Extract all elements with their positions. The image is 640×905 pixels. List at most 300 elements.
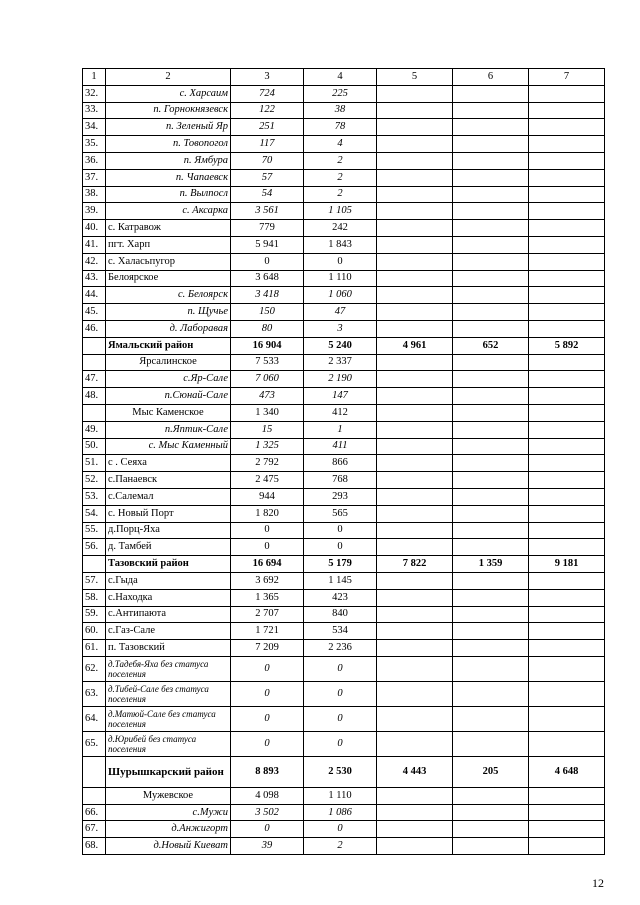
value-col6-cell <box>453 136 529 153</box>
settlement-name-cell: п. Чапаевск <box>106 169 231 186</box>
row-number-cell: 56. <box>83 539 106 556</box>
value-col5-cell <box>377 404 453 421</box>
value-col5-cell <box>377 371 453 388</box>
table-row <box>83 152 605 169</box>
row-number-cell: 66. <box>83 804 106 821</box>
value-col4-cell: 1 086 <box>304 804 377 821</box>
value-col4-cell: 768 <box>304 472 377 489</box>
value-col6-cell <box>453 270 529 287</box>
value-col3-cell: 0 <box>231 522 304 539</box>
settlement-name-cell: д.Новый Киеват <box>106 838 231 855</box>
value-col6-cell <box>453 304 529 321</box>
value-col3-cell: 0 <box>231 706 304 731</box>
row-number-cell: 33. <box>83 102 106 119</box>
value-col3-cell: 0 <box>231 253 304 270</box>
settlement-name-cell: Мужевское <box>106 787 231 804</box>
row-number-cell: 49. <box>83 421 106 438</box>
value-col3-cell: 16 694 <box>231 556 304 573</box>
value-col3-cell: 0 <box>231 821 304 838</box>
value-col4-cell: 412 <box>304 404 377 421</box>
settlement-name-cell: д.Тибей-Сале без статуса поселения <box>106 681 231 706</box>
table-row <box>83 438 605 455</box>
value-col5-cell: 7 822 <box>377 556 453 573</box>
value-col5-cell <box>377 152 453 169</box>
value-col6-cell <box>453 119 529 136</box>
settlement-name-cell: с.Мужи <box>106 804 231 821</box>
table-row <box>83 623 605 640</box>
value-col7-cell <box>529 404 605 421</box>
value-col5-cell <box>377 522 453 539</box>
value-col3-cell: 7 209 <box>231 640 304 657</box>
value-col7-cell: 4 648 <box>529 756 605 787</box>
settlement-name-cell: с. Халасьпугор <box>106 253 231 270</box>
row-number-cell: 60. <box>83 623 106 640</box>
row-number-cell <box>83 404 106 421</box>
table-row <box>83 606 605 623</box>
value-col6-cell <box>453 236 529 253</box>
value-col5-cell <box>377 169 453 186</box>
value-col6-cell <box>453 539 529 556</box>
value-col5-cell <box>377 203 453 220</box>
value-col4-cell: 1 843 <box>304 236 377 253</box>
value-col3-cell: 2 707 <box>231 606 304 623</box>
value-col7-cell <box>529 472 605 489</box>
value-col5-cell <box>377 236 453 253</box>
value-col4-cell: 2 <box>304 152 377 169</box>
value-col7-cell <box>529 320 605 337</box>
value-col4-cell: 0 <box>304 821 377 838</box>
value-col7-cell <box>529 253 605 270</box>
value-col7-cell: 5 892 <box>529 337 605 354</box>
value-col5-cell <box>377 421 453 438</box>
settlement-name-cell: п.Яптик-Сале <box>106 421 231 438</box>
value-col3-cell: 3 502 <box>231 804 304 821</box>
value-col4-cell: 5 240 <box>304 337 377 354</box>
value-col7-cell <box>529 838 605 855</box>
value-col5-cell <box>377 606 453 623</box>
header-cell: 2 <box>106 69 231 86</box>
table-row <box>83 354 605 371</box>
value-col6-cell <box>453 455 529 472</box>
row-number-cell: 62. <box>83 656 106 681</box>
value-col3-cell: 779 <box>231 220 304 237</box>
value-col4-cell: 840 <box>304 606 377 623</box>
value-col3-cell: 1 325 <box>231 438 304 455</box>
value-col4-cell: 2 <box>304 169 377 186</box>
value-col7-cell <box>529 236 605 253</box>
value-col3-cell: 7 533 <box>231 354 304 371</box>
value-col4-cell: 1 145 <box>304 572 377 589</box>
value-col3-cell: 0 <box>231 731 304 756</box>
value-col7-cell <box>529 804 605 821</box>
value-col4-cell: 565 <box>304 505 377 522</box>
value-col7-cell <box>529 821 605 838</box>
value-col6-cell: 652 <box>453 337 529 354</box>
value-col6-cell <box>453 572 529 589</box>
row-number-cell: 39. <box>83 203 106 220</box>
value-col4-cell: 293 <box>304 488 377 505</box>
value-col6-cell <box>453 438 529 455</box>
settlement-name-cell: с.Газ-Сале <box>106 623 231 640</box>
value-col6-cell <box>453 388 529 405</box>
value-col7-cell <box>529 169 605 186</box>
value-col4-cell: 225 <box>304 85 377 102</box>
row-number-cell: 38. <box>83 186 106 203</box>
value-col7-cell <box>529 270 605 287</box>
value-col3-cell: 3 418 <box>231 287 304 304</box>
settlement-name-cell: с. Новый Порт <box>106 505 231 522</box>
value-col7-cell <box>529 623 605 640</box>
value-col3-cell: 3 692 <box>231 572 304 589</box>
value-col3-cell: 0 <box>231 681 304 706</box>
table-row <box>83 589 605 606</box>
value-col3-cell: 3 561 <box>231 203 304 220</box>
value-col5-cell <box>377 656 453 681</box>
row-number-cell <box>83 787 106 804</box>
settlement-name-cell: п.Сюнай-Сале <box>106 388 231 405</box>
value-col5-cell <box>377 455 453 472</box>
value-col3-cell: 7 060 <box>231 371 304 388</box>
table-row <box>83 186 605 203</box>
settlement-name-cell: с. Мыс Каменный <box>106 438 231 455</box>
settlement-name-cell: д.Матюй-Сале без статуса поселения <box>106 706 231 731</box>
row-number-cell: 53. <box>83 488 106 505</box>
value-col7-cell <box>529 421 605 438</box>
value-col5-cell <box>377 85 453 102</box>
table-row <box>83 572 605 589</box>
row-number-cell: 54. <box>83 505 106 522</box>
settlement-name-cell: Белоярское <box>106 270 231 287</box>
value-col4-cell: 0 <box>304 253 377 270</box>
value-col3-cell: 0 <box>231 656 304 681</box>
value-col5-cell <box>377 505 453 522</box>
value-col4-cell: 1 110 <box>304 787 377 804</box>
table-row <box>83 505 605 522</box>
value-col4-cell: 2 <box>304 186 377 203</box>
value-col4-cell: 0 <box>304 731 377 756</box>
header-row <box>83 69 605 86</box>
value-col5-cell <box>377 838 453 855</box>
value-col7-cell <box>529 102 605 119</box>
value-col3-cell: 944 <box>231 488 304 505</box>
value-col7-cell: 9 181 <box>529 556 605 573</box>
value-col6-cell <box>453 169 529 186</box>
value-col4-cell: 2 530 <box>304 756 377 787</box>
row-number-cell: 68. <box>83 838 106 855</box>
value-col7-cell <box>529 572 605 589</box>
table-row <box>83 119 605 136</box>
value-col6-cell <box>453 472 529 489</box>
header-cell: 6 <box>453 69 529 86</box>
value-col7-cell <box>529 640 605 657</box>
settlement-name-cell: с.Панаевск <box>106 472 231 489</box>
value-col6-cell <box>453 421 529 438</box>
header-cell: 1 <box>83 69 106 86</box>
table-row <box>83 85 605 102</box>
value-col7-cell <box>529 203 605 220</box>
settlement-name-cell: п. Вылпосл <box>106 186 231 203</box>
settlement-name-cell: д. Тамбей <box>106 539 231 556</box>
value-col5-cell <box>377 706 453 731</box>
settlement-name-cell: с.Салемал <box>106 488 231 505</box>
value-col5-cell <box>377 572 453 589</box>
row-number-cell: 50. <box>83 438 106 455</box>
table-row <box>83 304 605 321</box>
settlement-name-cell: с. Аксарка <box>106 203 231 220</box>
table-row <box>83 169 605 186</box>
value-col6-cell <box>453 253 529 270</box>
settlement-name-cell: д.Анжигорт <box>106 821 231 838</box>
value-col6-cell <box>453 787 529 804</box>
value-col7-cell <box>529 731 605 756</box>
table-row <box>83 656 605 681</box>
value-col7-cell <box>529 85 605 102</box>
settlement-name-cell: с.Гыда <box>106 572 231 589</box>
value-col7-cell <box>529 455 605 472</box>
value-col5-cell <box>377 320 453 337</box>
value-col3-cell: 724 <box>231 85 304 102</box>
value-col6-cell <box>453 522 529 539</box>
value-col4-cell: 2 337 <box>304 354 377 371</box>
row-number-cell: 35. <box>83 136 106 153</box>
row-number-cell: 59. <box>83 606 106 623</box>
value-col5-cell <box>377 623 453 640</box>
settlement-name-cell: п. Зеленый Яр <box>106 119 231 136</box>
table-row <box>83 253 605 270</box>
table-row <box>83 539 605 556</box>
value-col5-cell <box>377 472 453 489</box>
row-number-cell: 57. <box>83 572 106 589</box>
value-col3-cell: 1 365 <box>231 589 304 606</box>
value-col7-cell <box>529 606 605 623</box>
row-number-cell: 46. <box>83 320 106 337</box>
value-col5-cell <box>377 102 453 119</box>
table-row <box>83 706 605 731</box>
value-col3-cell: 150 <box>231 304 304 321</box>
value-col4-cell: 3 <box>304 320 377 337</box>
value-col5-cell <box>377 253 453 270</box>
row-number-cell <box>83 756 106 787</box>
value-col7-cell <box>529 388 605 405</box>
table-row <box>83 787 605 804</box>
value-col7-cell <box>529 371 605 388</box>
value-col3-cell: 122 <box>231 102 304 119</box>
value-col3-cell: 70 <box>231 152 304 169</box>
row-number-cell: 65. <box>83 731 106 756</box>
value-col6-cell <box>453 220 529 237</box>
table-row <box>83 804 605 821</box>
settlement-name-cell: д. Лаборавая <box>106 320 231 337</box>
table-row <box>83 421 605 438</box>
row-number-cell: 61. <box>83 640 106 657</box>
value-col4-cell: 1 060 <box>304 287 377 304</box>
value-col7-cell <box>529 706 605 731</box>
header-cell: 4 <box>304 69 377 86</box>
value-col6-cell <box>453 606 529 623</box>
value-col4-cell: 1 105 <box>304 203 377 220</box>
settlement-name-cell: с.Антипаюта <box>106 606 231 623</box>
settlement-name-cell: пгт. Харп <box>106 236 231 253</box>
value-col6-cell <box>453 320 529 337</box>
value-col4-cell: 411 <box>304 438 377 455</box>
table-row <box>83 731 605 756</box>
value-col4-cell: 4 <box>304 136 377 153</box>
value-col5-cell: 4 443 <box>377 756 453 787</box>
value-col6-cell <box>453 102 529 119</box>
row-number-cell: 58. <box>83 589 106 606</box>
settlement-name-cell: д.Юрибей без статуса поселения <box>106 731 231 756</box>
value-col6-cell <box>453 640 529 657</box>
value-col3-cell: 1 340 <box>231 404 304 421</box>
settlement-name-cell: п. Ямбура <box>106 152 231 169</box>
settlement-name-cell: п. Товопогол <box>106 136 231 153</box>
settlement-name-cell: п. Щучье <box>106 304 231 321</box>
table-row <box>83 640 605 657</box>
value-col6-cell <box>453 203 529 220</box>
table-row <box>83 522 605 539</box>
value-col5-cell <box>377 354 453 371</box>
value-col6-cell <box>453 589 529 606</box>
value-col6-cell: 1 359 <box>453 556 529 573</box>
table-row <box>83 838 605 855</box>
row-number-cell: 45. <box>83 304 106 321</box>
row-number-cell: 55. <box>83 522 106 539</box>
value-col3-cell: 0 <box>231 539 304 556</box>
row-number-cell: 41. <box>83 236 106 253</box>
value-col5-cell <box>377 136 453 153</box>
table-row <box>83 371 605 388</box>
table-row <box>83 236 605 253</box>
row-number-cell: 36. <box>83 152 106 169</box>
settlement-name-cell: Мыс Каменское <box>106 404 231 421</box>
value-col4-cell: 866 <box>304 455 377 472</box>
value-col4-cell: 147 <box>304 388 377 405</box>
settlement-name-cell: п. Горнокнязевск <box>106 102 231 119</box>
value-col7-cell <box>529 681 605 706</box>
table-row <box>83 472 605 489</box>
row-number-cell: 52. <box>83 472 106 489</box>
value-col4-cell: 78 <box>304 119 377 136</box>
value-col7-cell <box>529 505 605 522</box>
header-cell: 5 <box>377 69 453 86</box>
value-col4-cell: 1 110 <box>304 270 377 287</box>
row-number-cell: 40. <box>83 220 106 237</box>
value-col5-cell <box>377 270 453 287</box>
row-number-cell: 42. <box>83 253 106 270</box>
table-row <box>83 488 605 505</box>
value-col6-cell <box>453 85 529 102</box>
value-col3-cell: 1 721 <box>231 623 304 640</box>
row-number-cell: 51. <box>83 455 106 472</box>
settlement-name-cell: с. Катравож <box>106 220 231 237</box>
settlement-name-cell: с.Находка <box>106 589 231 606</box>
value-col7-cell <box>529 656 605 681</box>
value-col5-cell <box>377 640 453 657</box>
value-col4-cell: 0 <box>304 539 377 556</box>
value-col7-cell <box>529 438 605 455</box>
value-col7-cell <box>529 539 605 556</box>
value-col6-cell <box>453 623 529 640</box>
table-row <box>83 287 605 304</box>
value-col5-cell <box>377 119 453 136</box>
value-col4-cell: 242 <box>304 220 377 237</box>
value-col5-cell <box>377 388 453 405</box>
table-row <box>83 455 605 472</box>
settlement-name-cell: с . Сеяха <box>106 455 231 472</box>
row-number-cell <box>83 337 106 354</box>
value-col4-cell: 2 190 <box>304 371 377 388</box>
value-col6-cell <box>453 706 529 731</box>
settlement-name-cell: с. Харсаим <box>106 85 231 102</box>
value-col6-cell <box>453 838 529 855</box>
value-col3-cell: 80 <box>231 320 304 337</box>
value-col4-cell: 2 <box>304 838 377 855</box>
settlement-name-cell: Ярсалинское <box>106 354 231 371</box>
value-col5-cell <box>377 731 453 756</box>
value-col3-cell: 5 941 <box>231 236 304 253</box>
row-number-cell: 67. <box>83 821 106 838</box>
row-number-cell <box>83 556 106 573</box>
table-row <box>83 556 605 573</box>
value-col3-cell: 8 893 <box>231 756 304 787</box>
value-col6-cell <box>453 354 529 371</box>
settlement-name-cell: Ямальский район <box>106 337 231 354</box>
value-col5-cell <box>377 220 453 237</box>
value-col5-cell <box>377 787 453 804</box>
value-col3-cell: 54 <box>231 186 304 203</box>
table-row <box>83 136 605 153</box>
table-row <box>83 388 605 405</box>
value-col4-cell: 0 <box>304 656 377 681</box>
value-col6-cell <box>453 731 529 756</box>
value-col3-cell: 1 820 <box>231 505 304 522</box>
row-number-cell: 48. <box>83 388 106 405</box>
value-col6-cell <box>453 505 529 522</box>
value-col3-cell: 15 <box>231 421 304 438</box>
value-col4-cell: 423 <box>304 589 377 606</box>
value-col3-cell: 117 <box>231 136 304 153</box>
value-col4-cell: 0 <box>304 522 377 539</box>
value-col5-cell <box>377 681 453 706</box>
value-col7-cell <box>529 152 605 169</box>
value-col5-cell <box>377 488 453 505</box>
value-col5-cell <box>377 539 453 556</box>
header-cell: 7 <box>529 69 605 86</box>
row-number-cell: 44. <box>83 287 106 304</box>
value-col5-cell <box>377 804 453 821</box>
value-col7-cell <box>529 787 605 804</box>
value-col3-cell: 251 <box>231 119 304 136</box>
value-col5-cell: 4 961 <box>377 337 453 354</box>
value-col4-cell: 0 <box>304 706 377 731</box>
table-row <box>83 102 605 119</box>
value-col7-cell <box>529 354 605 371</box>
value-col6-cell <box>453 152 529 169</box>
value-col6-cell <box>453 488 529 505</box>
value-col5-cell <box>377 304 453 321</box>
settlements-table <box>82 68 605 855</box>
row-number-cell: 43. <box>83 270 106 287</box>
value-col7-cell <box>529 119 605 136</box>
value-col4-cell: 2 236 <box>304 640 377 657</box>
settlement-name-cell: д.Тадебя-Яха без статуса поселения <box>106 656 231 681</box>
table-row <box>83 404 605 421</box>
value-col4-cell: 0 <box>304 681 377 706</box>
value-col3-cell: 473 <box>231 388 304 405</box>
value-col3-cell: 4 098 <box>231 787 304 804</box>
value-col7-cell <box>529 522 605 539</box>
value-col4-cell: 1 <box>304 421 377 438</box>
